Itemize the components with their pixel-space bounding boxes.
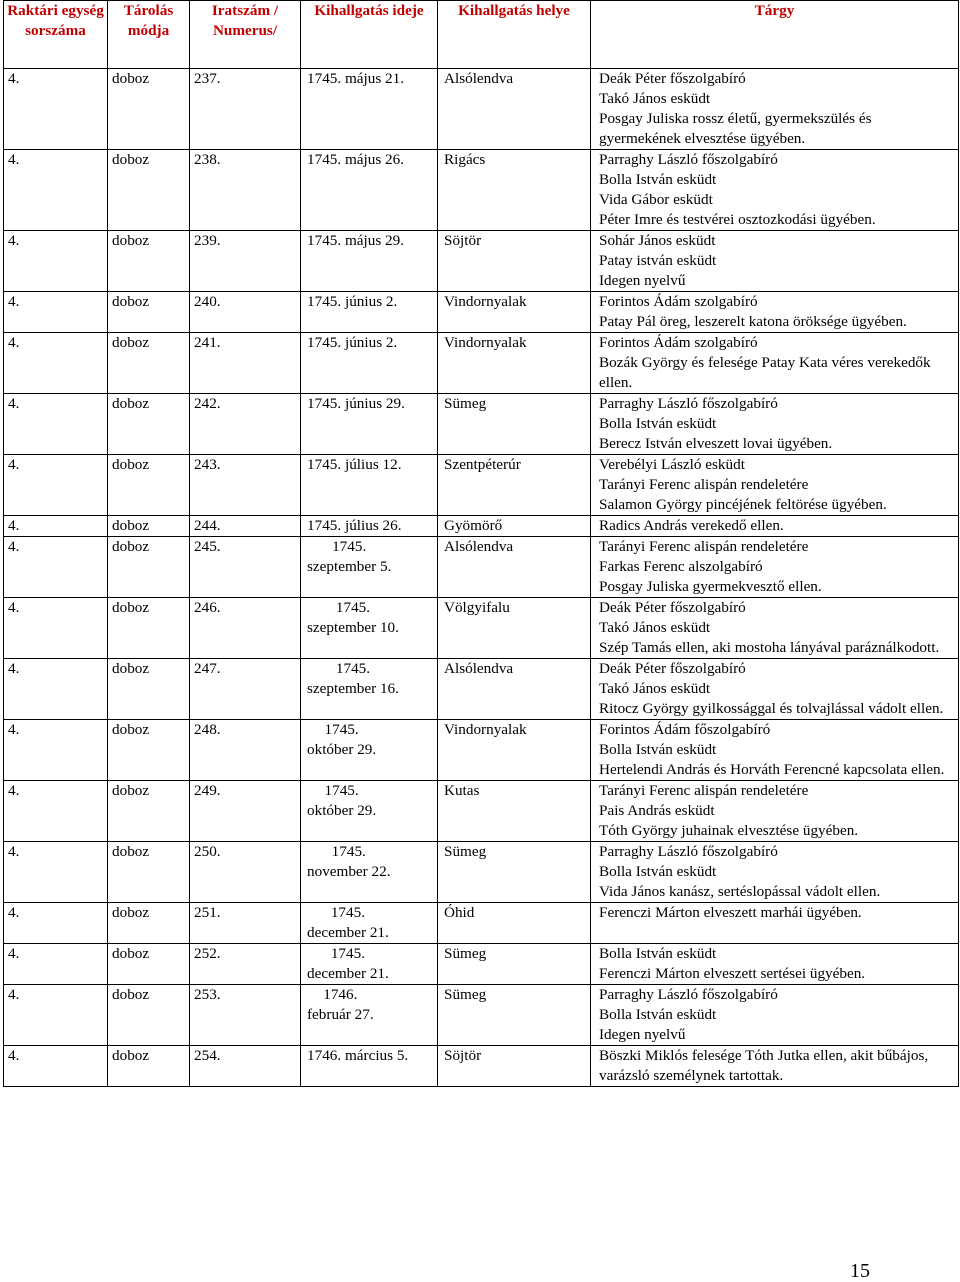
header-tarolas-modja: Tárolás módja [108,1,190,69]
cell-kihallgatas-helye: Alsólendva [438,69,591,150]
cell-raktari-egyseg: 4. [4,231,108,292]
archive-register-table [3,0,959,1087]
cell-tarolas-modja: doboz [108,659,190,720]
cell-kihallgatas-ideje: 1745. május 21. [301,69,438,150]
date-line: december 21. [307,965,389,982]
cell-kihallgatas-ideje: 1745. május 26. [301,150,438,231]
date-line: 1746. [323,986,358,1003]
cell-raktari-egyseg: 4. [4,659,108,720]
cell-kihallgatas-helye: Sümeg [438,394,591,455]
cell-iratszam: 244. [190,516,301,537]
targy-line: Bolla István esküdt [599,171,717,188]
targy-line: Péter Imre és testvérei osztozkodási ügyében. [599,211,876,228]
header-targy: Tárgy [591,1,959,69]
cell-iratszam: 247. [190,659,301,720]
cell-tarolas-modja: doboz [108,944,190,985]
cell-raktari-egyseg: 4. [4,944,108,985]
cell-kihallgatas-helye: Rigács [438,150,591,231]
header-raktari-egyseg: Raktári egység sorszáma [4,1,108,69]
cell-raktari-egyseg: 4. [4,516,108,537]
cell-kihallgatas-helye: Vindornyalak [438,333,591,394]
cell-iratszam: 245. [190,537,301,598]
cell-targy [591,944,959,985]
cell-iratszam: 240. [190,292,301,333]
cell-raktari-egyseg: 4. [4,69,108,150]
cell-tarolas-modja: doboz [108,1046,190,1087]
cell-kihallgatas-helye: Óhid [438,903,591,944]
targy-line: Forintos Ádám szolgabíró [599,293,758,310]
cell-kihallgatas-ideje: 1745. július 12. [301,455,438,516]
cell-raktari-egyseg: 4. [4,720,108,781]
table-row [4,292,959,333]
targy-line: Tarányi Ferenc alispán rendeletére [599,476,809,493]
cell-iratszam: 238. [190,150,301,231]
table-row [4,69,959,150]
date-line: február 27. [307,1006,374,1023]
targy-line: Bolla István esküdt [599,945,717,962]
cell-tarolas-modja: doboz [108,394,190,455]
cell-tarolas-modja: doboz [108,516,190,537]
targy-line: Berecz István elveszett lovai ügyében. [599,435,833,452]
header-kihallgatas-helye: Kihallgatás helye [438,1,591,69]
targy-line: Bolla István esküdt [599,1006,717,1023]
cell-kihallgatas-ideje: 1745. június 29. [301,394,438,455]
cell-raktari-egyseg: 4. [4,455,108,516]
table-row [4,455,959,516]
cell-iratszam: 246. [190,598,301,659]
cell-kihallgatas-ideje: 1745. június 2. [301,333,438,394]
date-wrap [307,781,376,821]
cell-iratszam: 241. [190,333,301,394]
date-line: december 21. [307,924,389,941]
table-row [4,516,959,537]
table-body [4,69,959,1087]
cell-targy [591,842,959,903]
date-line: szeptember 10. [307,619,399,636]
cell-raktari-egyseg: 4. [4,292,108,333]
cell-kihallgatas-helye: Sümeg [438,842,591,903]
cell-targy [591,537,959,598]
cell-iratszam: 252. [190,944,301,985]
cell-raktari-egyseg: 4. [4,537,108,598]
cell-kihallgatas-ideje [301,659,438,720]
cell-kihallgatas-ideje [301,781,438,842]
cell-iratszam: 248. [190,720,301,781]
targy-line: Idegen nyelvű [599,272,686,289]
table-row [4,659,959,720]
table-row [4,598,959,659]
cell-kihallgatas-ideje: 1745. május 29. [301,231,438,292]
cell-raktari-egyseg: 4. [4,781,108,842]
cell-targy [591,150,959,231]
targy-line: Takó János esküdt [599,90,711,107]
targy-line: Forintos Ádám szolgabíró [599,334,758,351]
cell-tarolas-modja: doboz [108,903,190,944]
cell-targy [591,903,959,944]
date-wrap [307,985,374,1025]
targy-line: Bozák György és felesége Patay Kata véres verekedők ellen. [599,354,931,391]
targy-line: Parraghy László főszolgabíró [599,395,778,412]
cell-kihallgatas-ideje: 1745. június 2. [301,292,438,333]
cell-targy [591,720,959,781]
date-line: szeptember 5. [307,558,392,575]
cell-targy [591,455,959,516]
header-kihallgatas-ideje: Kihallgatás ideje [301,1,438,69]
targy-line: Parraghy László főszolgabíró [599,843,778,860]
cell-iratszam: 251. [190,903,301,944]
date-line: 1745. [324,721,359,738]
table-row [4,537,959,598]
date-wrap [307,842,391,882]
date-line: 1745. [324,782,359,799]
targy-line: Szép Tamás ellen, aki mostoha lányával paráználkodott. [599,639,940,656]
targy-line: Ferenczi Márton elveszett marhái ügyében. [599,904,862,921]
targy-line: Böszki Miklós felesége Tóth Jutka ellen, akit bűbájos, varázsló személynek tartottak. [599,1047,929,1084]
date-line: 1745. [330,904,365,921]
cell-kihallgatas-helye: Vindornyalak [438,720,591,781]
cell-targy [591,781,959,842]
targy-line: Farkas Ferenc alszolgabíró [599,558,763,575]
targy-line: Patay istván esküdt [599,252,717,269]
cell-targy [591,333,959,394]
table-row [4,781,959,842]
cell-kihallgatas-helye: Alsólendva [438,537,591,598]
table-header-row [4,1,959,69]
cell-raktari-egyseg: 4. [4,598,108,659]
cell-kihallgatas-helye: Gyömörő [438,516,591,537]
cell-kihallgatas-ideje [301,985,438,1046]
cell-kihallgatas-ideje [301,720,438,781]
targy-line: Posgay Juliska gyermekvesztő ellen. [599,578,822,595]
date-line: 1745. [330,945,365,962]
cell-targy [591,985,959,1046]
targy-line: Deák Péter főszolgabíró [599,599,746,616]
table-row [4,394,959,455]
cell-kihallgatas-helye: Söjtör [438,231,591,292]
targy-line: Tarányi Ferenc alispán rendeletére [599,538,809,555]
cell-iratszam: 239. [190,231,301,292]
cell-iratszam: 254. [190,1046,301,1087]
targy-line: Salamon György pincéjének feltörése ügyében. [599,496,887,513]
targy-line: Sohár János esküdt [599,232,716,249]
table-row [4,720,959,781]
targy-line: Parraghy László főszolgabíró [599,986,778,1003]
cell-tarolas-modja: doboz [108,598,190,659]
targy-line: Tarányi Ferenc alispán rendeletére [599,782,809,799]
targy-line: Bolla István esküdt [599,415,717,432]
cell-targy [591,292,959,333]
targy-line: Vida Gábor esküdt [599,191,713,208]
table-row [4,842,959,903]
cell-tarolas-modja: doboz [108,333,190,394]
header-iratszam: Iratszám / Numerus/ [190,1,301,69]
cell-iratszam: 250. [190,842,301,903]
cell-tarolas-modja: doboz [108,720,190,781]
targy-line: Patay Pál öreg, leszerelt katona öröksége ügyében. [599,313,907,330]
date-wrap [307,944,389,984]
cell-tarolas-modja: doboz [108,69,190,150]
targy-line: Deák Péter főszolgabíró [599,660,746,677]
date-line: 1745. [335,599,371,616]
date-line: október 29. [307,802,377,819]
cell-iratszam: 249. [190,781,301,842]
date-wrap [307,537,391,577]
targy-line: Vida János kanász, sertéslopással vádolt ellen. [599,883,881,900]
cell-kihallgatas-helye: Vindornyalak [438,292,591,333]
cell-iratszam: 242. [190,394,301,455]
targy-line: Ferenczi Márton elveszett sertései ügyében. [599,965,866,982]
table-row [4,985,959,1046]
targy-line: Radics András verekedő ellen. [599,517,784,534]
targy-line: Takó János esküdt [599,619,711,636]
date-wrap [307,659,399,699]
table-row [4,903,959,944]
cell-raktari-egyseg: 4. [4,842,108,903]
targy-line: Posgay Juliska rossz életű, gyermekszülés és gyermekének elvesztése ügyében. [599,110,872,147]
cell-kihallgatas-ideje: 1746. március 5. [301,1046,438,1087]
table-row [4,150,959,231]
cell-targy [591,598,959,659]
cell-targy [591,659,959,720]
cell-raktari-egyseg: 4. [4,333,108,394]
table-row [4,1046,959,1087]
cell-kihallgatas-ideje [301,598,438,659]
cell-kihallgatas-helye: Alsólendva [438,659,591,720]
cell-raktari-egyseg: 4. [4,903,108,944]
targy-line: Bolla István esküdt [599,863,717,880]
cell-targy [591,231,959,292]
date-wrap [307,598,399,638]
cell-kihallgatas-helye: Sümeg [438,985,591,1046]
targy-line: Ritocz György gyilkossággal és tolvajlással vádolt ellen. [599,700,944,717]
cell-kihallgatas-ideje [301,903,438,944]
cell-tarolas-modja: doboz [108,781,190,842]
cell-kihallgatas-helye: Kutas [438,781,591,842]
targy-line: Parraghy László főszolgabíró [599,151,778,168]
cell-kihallgatas-ideje [301,537,438,598]
cell-tarolas-modja: doboz [108,150,190,231]
cell-kihallgatas-helye: Sümeg [438,944,591,985]
cell-raktari-egyseg: 4. [4,150,108,231]
cell-tarolas-modja: doboz [108,985,190,1046]
table-row [4,231,959,292]
date-line: november 22. [307,863,391,880]
targy-line: Tóth György juhainak elvesztése ügyében. [599,822,859,839]
cell-targy [591,394,959,455]
date-line: szeptember 16. [307,680,399,697]
cell-targy [591,69,959,150]
cell-iratszam: 237. [190,69,301,150]
cell-iratszam: 253. [190,985,301,1046]
cell-targy [591,516,959,537]
cell-iratszam: 243. [190,455,301,516]
targy-line: Deák Péter főszolgabíró [599,70,746,87]
date-line: 1745. [331,843,366,860]
targy-line: Idegen nyelvű [599,1026,686,1043]
cell-tarolas-modja: doboz [108,292,190,333]
cell-kihallgatas-ideje [301,944,438,985]
cell-kihallgatas-helye: Szentpéterúr [438,455,591,516]
cell-targy [591,1046,959,1087]
cell-kihallgatas-helye: Söjtör [438,1046,591,1087]
table-row [4,333,959,394]
date-line: 1745. [335,660,371,677]
targy-line: Pais András esküdt [599,802,715,819]
cell-raktari-egyseg: 4. [4,394,108,455]
date-wrap [307,903,389,943]
targy-line: Takó János esküdt [599,680,711,697]
cell-kihallgatas-ideje: 1745. július 26. [301,516,438,537]
cell-tarolas-modja: doboz [108,455,190,516]
targy-line: Forintos Ádám főszolgabíró [599,721,771,738]
page-number: 15 [850,1260,870,1282]
targy-line: Verebélyi László esküdt [599,456,745,473]
targy-line: Bolla István esküdt [599,741,717,758]
cell-raktari-egyseg: 4. [4,985,108,1046]
table-row [4,944,959,985]
cell-tarolas-modja: doboz [108,231,190,292]
cell-raktari-egyseg: 4. [4,1046,108,1087]
cell-kihallgatas-ideje [301,842,438,903]
date-line: 1745. [332,538,367,555]
cell-tarolas-modja: doboz [108,537,190,598]
date-line: október 29. [307,741,377,758]
targy-line: Hertelendi András és Horváth Ferencné kapcsolata ellen. [599,761,945,778]
cell-kihallgatas-helye: Völgyifalu [438,598,591,659]
cell-tarolas-modja: doboz [108,842,190,903]
date-wrap [307,720,376,760]
